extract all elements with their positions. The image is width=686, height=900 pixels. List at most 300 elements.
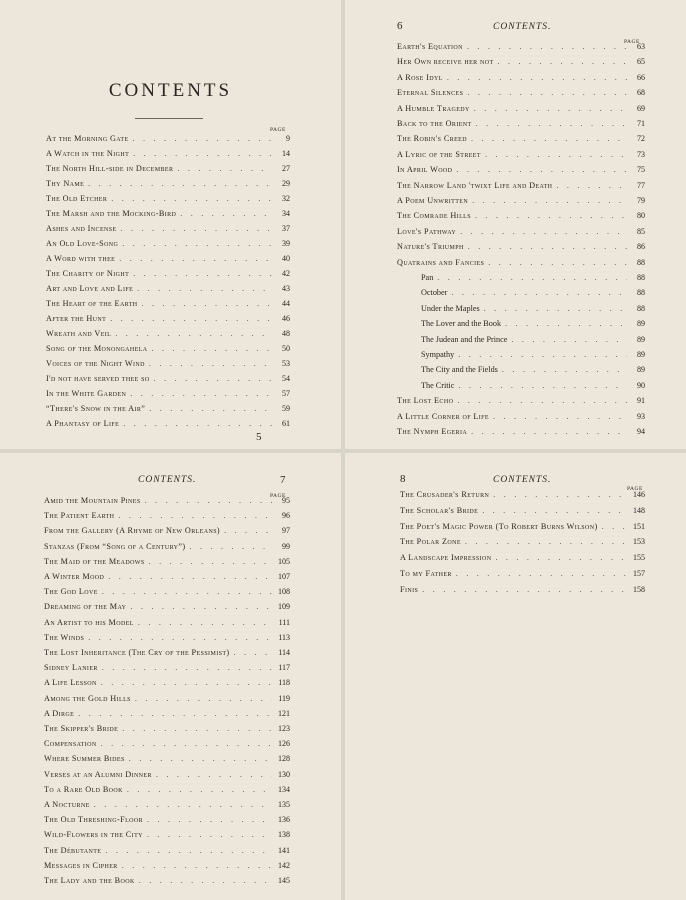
toc-entry (46, 299, 290, 313)
toc-entry (46, 374, 290, 388)
dot-leader (475, 211, 627, 220)
toc-entry-title: An Artist to his Model (44, 617, 134, 627)
contents-title: CONTENTS (108, 80, 233, 101)
toc-entry-page: 77 (637, 180, 645, 190)
toc-entry-page: 99 (282, 541, 290, 551)
toc-entry (397, 335, 645, 349)
toc-entry (44, 770, 290, 784)
toc-entry-title: The Old Etcher (46, 194, 108, 203)
toc-entry (44, 724, 290, 738)
toc-entry-title: Sympathy (421, 350, 455, 359)
dot-leader (133, 149, 272, 158)
toc-entry-page: 14 (282, 149, 290, 158)
toc-entry-title: The Marsh and the Mocking-Bird (46, 209, 177, 218)
toc-entry-title: Wild-Flowers in the City (44, 830, 143, 840)
dot-leader (111, 194, 272, 203)
dot-leader (467, 88, 627, 97)
dot-leader (121, 224, 272, 233)
toc-entry-title: Quatrains and Fancies (397, 257, 485, 267)
dot-leader (234, 648, 272, 657)
dot-leader (224, 526, 272, 535)
toc-entry-title: Voices of the Night Wind (46, 359, 145, 368)
toc-entry (44, 572, 290, 586)
dot-leader (94, 800, 272, 809)
toc-entry-title: The Comrade Hills (397, 211, 471, 221)
dot-leader (115, 329, 272, 338)
toc-entry (397, 427, 645, 441)
toc-entry-title: After the Hunt (46, 314, 107, 323)
dot-leader (101, 678, 272, 687)
toc-entry (46, 389, 290, 403)
toc-entry-page: 155 (633, 553, 645, 563)
dot-leader (142, 299, 272, 308)
toc-entry-page: 88 (637, 257, 645, 267)
running-head: CONTENTS. (493, 22, 552, 32)
toc-entry-title: “There's Snow in the Air” (46, 404, 146, 413)
dot-leader (465, 537, 627, 546)
toc-entry-title: The Critic (421, 380, 455, 390)
dot-leader (437, 273, 627, 282)
toc-entry-page: 46 (282, 314, 290, 323)
toc-entry (44, 876, 290, 890)
dot-leader (458, 350, 627, 359)
dot-leader (493, 490, 627, 499)
toc-entry-title: The Poet's Magic Power (To Robert Burns Wilson) (400, 521, 598, 531)
dot-leader (110, 314, 272, 323)
toc-entry-page: 128 (278, 754, 290, 764)
toc-entry-title: The Heart of the Earth (46, 299, 138, 308)
toc-entry-page: 69 (637, 103, 645, 113)
toc-entry (397, 119, 645, 133)
toc-entry (400, 537, 645, 551)
toc-entry (46, 344, 290, 358)
toc-entry (397, 288, 645, 302)
toc-entry-page: 97 (282, 526, 290, 536)
toc-entry-title: The Lost Echo (397, 396, 454, 406)
toc-entry-page: 105 (278, 556, 290, 566)
toc-entry-title: Sidney Lanier (44, 663, 98, 673)
contents-page-7 (0, 453, 341, 900)
dot-leader (474, 104, 627, 113)
toc-entry-title: Her Own receive her not (397, 57, 494, 67)
toc-entry-page: 135 (278, 800, 290, 809)
toc-entry-title: Eternal Silences (397, 88, 464, 98)
toc-entry-page: 44 (282, 299, 290, 308)
dot-leader (502, 365, 627, 374)
toc-entry (397, 196, 645, 210)
toc-entry-page: 61 (282, 419, 290, 428)
running-head: CONTENTS. (493, 475, 552, 485)
toc-entry-title: The Patient Earth (44, 511, 115, 521)
toc-entry-title: Thy Name (46, 179, 85, 188)
toc-entry (44, 633, 290, 647)
toc-entry (400, 553, 645, 567)
page-number: 8 (400, 473, 406, 485)
dot-leader (156, 770, 272, 779)
toc-entry-page: 145 (278, 876, 290, 885)
toc-entry-page: 138 (278, 830, 290, 840)
toc-entry-page: 27 (282, 164, 290, 173)
toc-entry-title: A Phantasy of Life (46, 419, 120, 428)
toc-entry-page: 75 (637, 165, 645, 175)
toc-entry-page: 37 (282, 224, 290, 233)
toc-entry (44, 618, 290, 632)
toc-entry-page: 73 (637, 149, 645, 159)
toc-entry-title: A Lyric of the Street (397, 149, 481, 159)
dot-leader (484, 304, 627, 313)
page-number: 6 (397, 20, 403, 32)
toc-entry-title: A Poem Unwritten (397, 196, 469, 205)
dot-leader (101, 739, 272, 748)
toc-entry-title: A Nocturne (44, 800, 90, 809)
toc-entry-page: 153 (633, 537, 645, 547)
toc-entry (397, 181, 645, 195)
toc-entry-page: 85 (637, 226, 645, 236)
toc-entry (397, 165, 645, 179)
toc-entry-title: The Lost Inheritance (The Cry of the Pessimist) (44, 648, 230, 657)
toc-entry-title: Wreath and Veil (46, 329, 112, 338)
toc-entry-title: A Humble Tragedy (397, 103, 470, 113)
dot-leader (147, 815, 272, 824)
toc-entry-page: 114 (278, 648, 290, 657)
dot-leader (122, 239, 272, 248)
toc-entry-page: 111 (278, 617, 290, 627)
toc-entry-title: In April Wood (397, 165, 453, 175)
toc-entry-page: 89 (637, 365, 645, 375)
dot-leader (78, 709, 272, 718)
toc-entry (44, 542, 290, 556)
dot-leader (135, 694, 272, 703)
toc-entry (397, 227, 645, 241)
dot-leader (147, 830, 272, 839)
dot-leader (145, 496, 272, 505)
toc-entry-title: The Robin's Creed (397, 134, 467, 144)
toc-entry (46, 314, 290, 328)
toc-entry-page: 126 (278, 739, 290, 749)
toc-entry (397, 150, 645, 164)
toc-entry-page: 141 (278, 845, 290, 855)
dot-leader (485, 150, 627, 159)
toc-entry-page: 89 (637, 334, 645, 344)
toc-entry-title: Earth's Equation (397, 42, 463, 51)
toc-entry-title: From the Gallery (A Rhyme of New Orleans) (44, 526, 221, 536)
toc-entry (46, 194, 290, 208)
toc-entry-page: 34 (282, 209, 290, 218)
toc-entry-page: 63 (637, 42, 645, 51)
dot-leader (149, 404, 272, 413)
dot-leader (482, 506, 627, 515)
dot-leader (460, 227, 627, 236)
dot-leader (139, 876, 272, 885)
toc-entry-title: Messages in Cipher (44, 860, 118, 870)
toc-entry-page: 32 (282, 194, 290, 203)
toc-entry-page: 95 (282, 496, 290, 505)
toc-entry (397, 211, 645, 225)
toc-entry-title: In the White Garden (46, 389, 127, 398)
toc-entry-title: Nature's Triumph (397, 242, 464, 252)
toc-entry (46, 269, 290, 283)
toc-entry (44, 785, 290, 799)
toc-entry-page: 146 (633, 490, 645, 499)
toc-entry (44, 694, 290, 708)
toc-entry (44, 648, 290, 662)
toc-entry-page: 118 (278, 678, 290, 688)
toc-entry-title: Among the Gold Hills (44, 693, 131, 703)
toc-entry (400, 569, 645, 583)
dot-leader (505, 319, 627, 328)
dot-leader (154, 374, 272, 383)
toc-entry (44, 663, 290, 677)
toc-entry (44, 800, 290, 814)
toc-entry-page: 48 (282, 329, 290, 338)
dot-leader (180, 209, 272, 218)
toc-entry-page: 89 (637, 350, 645, 359)
toc-entry (46, 284, 290, 298)
toc-entry-page: 42 (282, 269, 290, 278)
toc-entry-page: 130 (278, 769, 290, 779)
dot-leader (102, 663, 272, 672)
dot-leader (422, 585, 627, 594)
toc-entry-page: 93 (637, 411, 645, 421)
toc-entry-page: 142 (278, 860, 290, 870)
toc-entry-page: 108 (278, 587, 290, 597)
toc-entry-title: Art and Love and Life (46, 284, 134, 293)
toc-entry (46, 254, 290, 268)
toc-entry-page: 123 (278, 724, 290, 733)
toc-entry (46, 419, 290, 433)
toc-entry-page: 117 (278, 663, 290, 673)
dot-leader (476, 119, 627, 128)
toc-entry-page: 40 (282, 254, 290, 263)
toc-entry-page: 136 (278, 815, 290, 825)
dot-leader (471, 427, 627, 436)
toc-entry (44, 846, 290, 860)
toc-entry-page: 57 (282, 389, 290, 398)
dot-leader (123, 419, 272, 428)
toc-entry-title: A Watch in the Night (46, 149, 130, 158)
dot-leader (457, 396, 627, 405)
toc-entry (397, 412, 645, 426)
toc-entry-title: The Polar Zone (400, 537, 461, 547)
toc-entry (44, 602, 290, 616)
toc-entry-title: Song of the Monongahela (46, 344, 148, 353)
toc-entry (397, 350, 645, 364)
toc-entry-page: 80 (637, 211, 645, 221)
dot-leader (456, 569, 627, 578)
toc-entry-page: 86 (637, 242, 645, 252)
toc-entry (397, 273, 645, 287)
toc-entry-page: 68 (637, 88, 645, 98)
toc-entry-title: A Winter Mood (44, 572, 105, 581)
dot-leader (138, 618, 272, 627)
dot-leader (190, 542, 272, 551)
toc-entry-title: A Dirge (44, 708, 75, 718)
page-column-label: PAGE (624, 39, 640, 45)
toc-entry-page: 148 (633, 505, 645, 515)
toc-entry (400, 506, 645, 520)
dot-leader (447, 73, 627, 82)
dot-leader (468, 242, 627, 251)
toc-entry-title: Pan (421, 273, 434, 282)
toc-entry-title: A Landscape Impression (400, 553, 492, 563)
toc-entry (44, 511, 290, 525)
toc-entry-page: 134 (278, 784, 290, 794)
toc-entry (397, 381, 645, 395)
toc-entry (397, 258, 645, 272)
toc-entry-title: The Old Threshing-Floor (44, 815, 144, 825)
toc-entry (46, 404, 290, 418)
toc-entry (46, 134, 290, 148)
toc-entry-title: A Little Corner of Life (397, 411, 489, 421)
dot-leader (122, 724, 272, 733)
toc-entry-title: The Lover and the Book (421, 319, 502, 329)
toc-entry-page: 91 (637, 396, 645, 406)
contents-page-6 (345, 0, 686, 449)
contents-page-8 (345, 453, 686, 900)
toc-entry-title: I'd not have served thee so (46, 374, 150, 383)
toc-entry-page: 151 (633, 521, 645, 531)
toc-entry (397, 73, 645, 87)
toc-entry-title: The God Love (44, 587, 98, 597)
toc-entry-page: 9 (286, 134, 290, 143)
toc-entry (46, 149, 290, 163)
running-head: CONTENTS. (138, 475, 197, 485)
toc-entry-title: Verses at an Alumni Dinner (44, 769, 152, 779)
toc-entry (397, 396, 645, 410)
toc-entry-page: 121 (278, 708, 290, 718)
toc-entry-title: The North Hill-side in December (46, 164, 174, 173)
dot-leader (458, 381, 627, 390)
toc-entry-title: The Scholar's Bride (400, 505, 479, 515)
toc-entry-page: 89 (637, 319, 645, 329)
toc-entry-title: Back to the Orient (397, 119, 472, 128)
toc-entry-title: Compensation (44, 739, 97, 749)
toc-entry-title: The Lady and the Book (44, 876, 135, 885)
toc-entry-title: Ashes and Incense (46, 224, 117, 233)
toc-entry (44, 587, 290, 601)
toc-entry-page: 43 (282, 284, 290, 293)
dot-leader (88, 633, 272, 642)
toc-entry (46, 329, 290, 343)
toc-entry-title: A Rose Idyl (397, 72, 443, 82)
dot-leader (105, 846, 272, 855)
toc-entry (44, 709, 290, 723)
toc-entry-page: 107 (278, 572, 290, 581)
toc-entry (400, 585, 645, 599)
toc-entry-page: 29 (282, 179, 290, 188)
dot-leader (129, 754, 272, 763)
dot-leader (556, 181, 627, 190)
toc-entry-title: Dreaming of the May (44, 602, 127, 612)
toc-entry-page: 96 (282, 511, 290, 521)
dot-leader (130, 602, 272, 611)
toc-entry (397, 365, 645, 379)
page-column-label: PAGE (627, 486, 643, 492)
dot-leader (88, 179, 272, 188)
toc-entry (44, 861, 290, 875)
toc-entry-title: The Narrow Land 'twixt Life and Death (397, 180, 553, 190)
toc-entry-title: The Winds (44, 632, 85, 642)
toc-entry (397, 104, 645, 118)
toc-entry-page: 72 (637, 134, 645, 144)
toc-entry (46, 239, 290, 253)
toc-entry-page: 50 (282, 344, 290, 353)
dot-leader (122, 861, 272, 870)
toc-entry (44, 496, 290, 510)
toc-entry (400, 522, 645, 536)
toc-entry (44, 754, 290, 768)
toc-entry-page: 119 (278, 693, 290, 703)
page-column-label: PAGE (270, 127, 286, 133)
toc-entry-title: At the Morning Gate (46, 134, 129, 143)
dot-leader (133, 134, 272, 143)
dot-leader (451, 288, 627, 297)
dot-leader (495, 553, 627, 562)
toc-entry (44, 557, 290, 571)
toc-entry-page: 88 (637, 288, 645, 298)
toc-entry-page: 113 (278, 632, 290, 642)
toc-entry-page: 39 (282, 239, 290, 248)
toc-entry-page: 71 (637, 119, 645, 128)
toc-entry-page: 88 (637, 303, 645, 313)
toc-entry-title: Where Summer Bides (44, 754, 125, 764)
toc-entry (397, 88, 645, 102)
toc-entry-title: To my Father (400, 569, 452, 578)
toc-entry-title: A Word with thee (46, 254, 116, 263)
dot-leader (152, 344, 272, 353)
toc-entry-page: 90 (637, 380, 645, 390)
toc-entry-title: Stanzas (From “Song of a Century”) (44, 541, 186, 551)
dot-leader (137, 284, 272, 293)
toc-entry (44, 815, 290, 829)
dot-leader (177, 164, 272, 173)
toc-entry-page: 109 (278, 602, 290, 612)
toc-entry-title: Under the Maples (421, 303, 480, 313)
contents-page-5 (0, 0, 341, 449)
toc-entry-page: 94 (637, 427, 645, 436)
dot-leader (488, 258, 627, 267)
toc-entry (46, 359, 290, 373)
toc-entry-page: 54 (282, 374, 290, 383)
toc-entry-page: 79 (637, 196, 645, 205)
toc-entry-page: 65 (637, 57, 645, 67)
dot-leader (467, 42, 627, 51)
dot-leader (149, 359, 272, 368)
toc-entry (397, 42, 645, 56)
toc-entry (400, 490, 645, 504)
toc-entry-page: 157 (633, 569, 645, 578)
toc-entry-page: 158 (633, 584, 645, 594)
toc-entry-title: The City and the Fields (421, 365, 498, 375)
dot-leader (472, 196, 627, 205)
dot-leader (108, 572, 272, 581)
toc-entry (397, 304, 645, 318)
toc-entry (397, 319, 645, 333)
title-rule (135, 118, 203, 119)
toc-entry (44, 526, 290, 540)
toc-entry (46, 209, 290, 223)
toc-entry-page: 59 (282, 404, 290, 413)
toc-entry-title: The Maid of the Meadows (44, 556, 145, 566)
dot-leader (511, 335, 627, 344)
dot-leader (149, 557, 272, 566)
toc-entry-title: To a Rare Old Book (44, 784, 123, 794)
toc-entry (46, 179, 290, 193)
toc-entry-title: The Crusader's Return (400, 490, 490, 499)
toc-entry-title: Love's Pathway (397, 226, 457, 236)
dot-leader (102, 587, 272, 596)
toc-entry-title: The Nymph Egeria (397, 427, 468, 436)
